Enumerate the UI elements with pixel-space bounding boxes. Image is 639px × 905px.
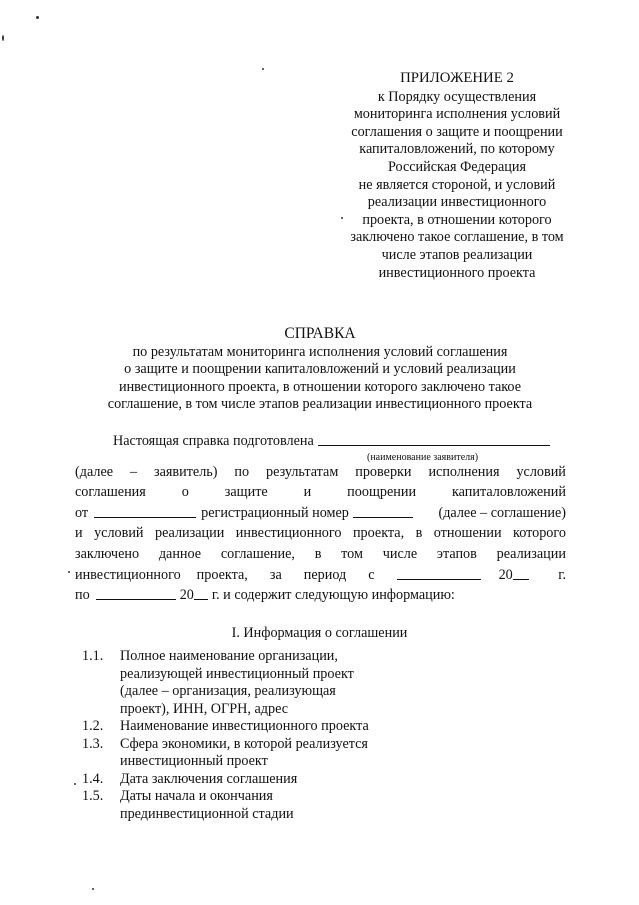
prepared-by-text: Настоящая справка подготовлена [113, 433, 314, 449]
list-item [82, 648, 402, 718]
item-number: 1.3. [82, 735, 104, 752]
applicant-name-blank[interactable] [318, 431, 550, 446]
word: инвестиционного [75, 566, 181, 583]
word: и [303, 484, 312, 501]
item-line: Даты начала и окончания [120, 788, 273, 804]
item-line: Полное наименование организации, [120, 648, 338, 664]
word: по [234, 463, 250, 480]
period-start-blank[interactable] [397, 565, 481, 580]
word: этапов [436, 545, 477, 562]
item-line: (далее – организация, реализующая [120, 683, 336, 699]
date-blank[interactable] [94, 503, 196, 518]
item-line: реализующей инвестиционный проект [120, 665, 354, 682]
word: результатам [266, 463, 339, 480]
body-line-1 [75, 431, 566, 452]
list-item [82, 718, 402, 736]
appendix-line: к Порядку осуществления [377, 88, 537, 105]
word: том [341, 545, 363, 562]
scan-speck [68, 571, 70, 573]
item-line: инвестиционный проект [120, 753, 268, 769]
word: проекта, [196, 566, 248, 583]
period-start-year-blank[interactable] [513, 565, 529, 580]
document-title: СПРАВКА [284, 325, 356, 342]
word: условий [94, 525, 144, 542]
appendix-header [322, 70, 592, 282]
item-line: Сфера экономики, в которой реализуется [120, 735, 368, 752]
word: (далее [75, 463, 114, 480]
word: реализации [154, 525, 225, 542]
word: с [368, 566, 375, 583]
body-line-3 [75, 482, 566, 503]
appendix-line: соглашения о защите и поощрении [351, 123, 563, 140]
period-end-year-blank[interactable] [194, 585, 208, 600]
item-text [120, 648, 402, 718]
word: реализации [496, 545, 566, 562]
item-line: Дата заключения соглашения [120, 770, 298, 787]
item-line: прединвестиционной стадии [120, 805, 294, 822]
word: проекта, [352, 525, 405, 542]
appendix-line: не является стороной, и условий [358, 176, 556, 193]
item-number: 1.4. [82, 770, 104, 787]
item-line: Наименование инвестиционного проекта [120, 718, 369, 734]
info-intro-text: г. и содержит следующую информацию: [211, 587, 455, 604]
item-text [120, 718, 402, 736]
heading-line: инвестиционного проекта, в отношении которого заключено такое [119, 378, 521, 395]
word: в [314, 545, 322, 562]
word: условий [516, 463, 566, 480]
word: период [303, 566, 347, 583]
scan-speck [341, 217, 343, 219]
heading-line: о защите и поощрении капиталовложений и условий реализации [124, 361, 516, 377]
word: заявитель) [153, 463, 218, 480]
list-item [82, 788, 402, 823]
item-number: 1.1. [82, 648, 104, 664]
item-line: проект), ИНН, ОГРН, адрес [120, 700, 289, 717]
word: исполнения [428, 463, 500, 480]
word: защите [224, 484, 268, 501]
word: которого [513, 525, 566, 542]
item-text [120, 788, 402, 823]
word: за [269, 566, 282, 583]
body-paragraph [75, 431, 566, 606]
word: о [181, 484, 189, 501]
word: в [415, 525, 423, 542]
word: соглашения [75, 484, 146, 501]
applicant-caption: (наименование заявителя) [367, 452, 479, 463]
year-prefix: 20 [498, 566, 513, 583]
scan-speck [2, 35, 4, 41]
body-line-2 [75, 462, 566, 483]
word: соглашение, [220, 545, 295, 562]
body-line-7 [75, 565, 566, 586]
appendix-line: реализации инвестиционного [367, 194, 547, 211]
scan-speck [92, 888, 94, 890]
appendix-line: мониторинга исполнения условий [353, 106, 561, 123]
word: поощрении [347, 484, 417, 501]
body-line-5 [75, 523, 566, 544]
agreement-abbr-text: (далее – соглашение) [438, 504, 566, 521]
year-prefix: 20 [179, 587, 194, 604]
body-line-4 [75, 503, 566, 524]
heading-line: по результатам мониторинга исполнения условий соглашения [132, 343, 508, 360]
heading-line: соглашение, в том числе этапов реализации инвестиционного проекта [107, 396, 533, 412]
word: – [129, 463, 138, 480]
item-text [120, 771, 402, 789]
scan-speck [262, 68, 264, 70]
word: инвестиционного [235, 525, 342, 542]
word: капиталовложений [451, 484, 566, 501]
list-item [82, 771, 402, 789]
item-number: 1.5. [82, 788, 104, 804]
appendix-line: капиталовложений, по которому [359, 141, 555, 158]
to-label: по [75, 587, 90, 604]
from-label: от [75, 504, 89, 521]
word: числе [382, 545, 418, 562]
year-suffix: г. [558, 566, 566, 583]
appendix-line: Российская Федерация [387, 158, 527, 175]
item-text [120, 736, 402, 771]
word: данное [158, 545, 202, 562]
list-item [82, 736, 402, 771]
section-items [82, 648, 402, 823]
appendix-title: ПРИЛОЖЕНИЕ 2 [400, 70, 514, 86]
appendix-line: проекта, в отношении которого [362, 211, 552, 228]
appendix-line: инвестиционного проекта [378, 264, 536, 281]
scan-speck [36, 16, 39, 19]
scan-speck [74, 783, 76, 785]
body-line-6 [75, 544, 566, 565]
word: отношении [433, 525, 502, 542]
body-line-8 [75, 585, 566, 606]
word: заключено [75, 545, 140, 562]
word: и [75, 525, 83, 542]
section-title: I. Информация о соглашении [231, 625, 408, 641]
reg-number-blank[interactable] [353, 503, 413, 518]
appendix-line: числе этапов реализации [381, 246, 533, 263]
reg-number-label: регистрационный номер [201, 504, 349, 521]
period-end-blank[interactable] [96, 585, 176, 600]
document-heading [60, 325, 580, 414]
word: проверки [355, 463, 412, 480]
item-number: 1.2. [82, 718, 104, 734]
appendix-line: заключено такое соглашение, в том [350, 229, 564, 246]
